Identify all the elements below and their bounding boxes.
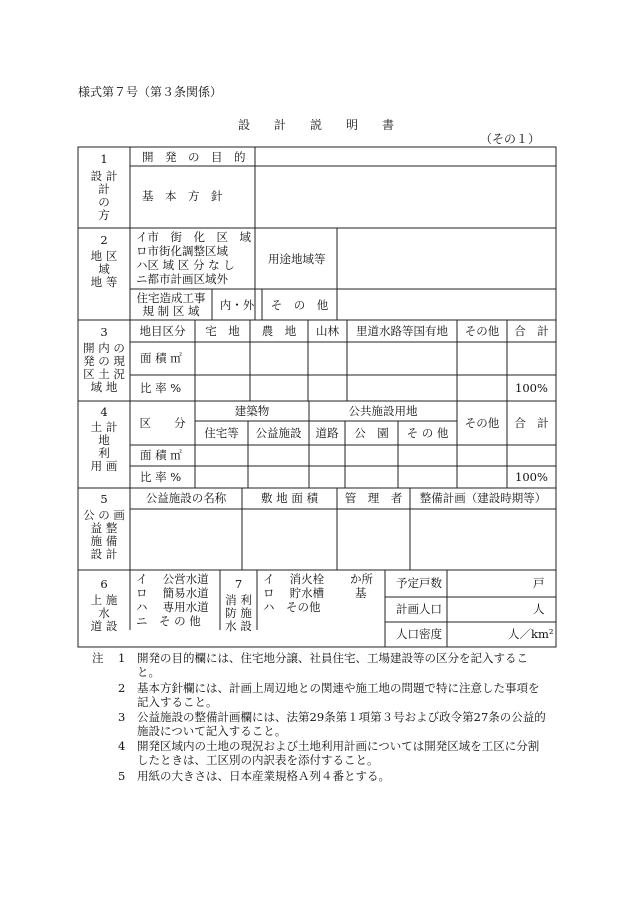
public-benefit-facility-header: 公益施設 — [255, 426, 302, 440]
plan-total-header: 合 計 — [514, 416, 549, 430]
forest-header: 山林 — [316, 324, 339, 338]
section1-label: 設 計 計 の 方 — [90, 169, 118, 222]
plan-other-header: その他 — [464, 416, 500, 430]
water-other[interactable]: ニ そ の 他 — [136, 614, 201, 628]
population-density-label: 人口密度 — [396, 627, 442, 641]
section7-number: 7 — [234, 577, 243, 591]
note-number: 4 — [118, 739, 126, 753]
current-area-label: 面 積 ㎡ — [140, 351, 182, 365]
plan-area-label: 面 積 ㎡ — [140, 448, 182, 462]
zone-outside-city-plan[interactable]: ニ都市計画区域外 — [136, 272, 228, 286]
park-header: 公 園 — [354, 426, 389, 440]
current-total-ratio: 100% — [515, 381, 548, 395]
zone-no-division[interactable]: ハ区 域 区 分 な し — [136, 258, 235, 272]
note-line: 開発区域内の土地の現況および土地利用計画については開発区域を工区に分割 — [137, 739, 540, 753]
section3-number: 3 — [100, 325, 108, 339]
section6-number: 6 — [100, 577, 108, 591]
facility-name-header: 公益施設の名称 — [145, 491, 227, 505]
public-facility-land-header: 公共施設用地 — [348, 404, 418, 418]
plan-total-ratio: 100% — [515, 470, 548, 484]
in-out-selector[interactable]: 内・外 — [219, 298, 255, 312]
population-density-input[interactable] — [448, 623, 506, 646]
section2-number: 2 — [100, 233, 108, 247]
note-number: 2 — [118, 681, 126, 695]
section6-label: 上 施 水 道 設 — [90, 593, 118, 633]
note-line: 施設について記入すること。 — [137, 724, 287, 738]
water-simple[interactable]: ロ 簡易水道 — [136, 586, 209, 600]
purpose-input[interactable] — [256, 148, 555, 165]
zone-urbanization-control[interactable]: ロ市街化調整区域 — [136, 244, 228, 258]
housing-regulation-zone-label: 住宅造成工事 規 制 区 域 — [136, 291, 206, 318]
use-district-label: 用途地域等 — [268, 252, 326, 266]
note-line: 用紙の大きさは、日本産業規格Ａ列４番とする。 — [137, 769, 390, 783]
note-number: 1 — [118, 651, 126, 665]
section4-label: 土 計 地 利 用 画 — [90, 420, 118, 473]
planned-households-input[interactable] — [448, 571, 530, 596]
note-line: 開発の目的欄には、住宅地分譲、社員住宅、工場建設等の区分を記入するこ — [137, 651, 528, 665]
basic-policy-label: 基 本 方 針 — [142, 189, 223, 203]
maintenance-plan-header: 整備計画（建設時期等） — [419, 491, 547, 505]
state-land-header: 里道水路等国有地 — [356, 324, 448, 338]
water-tank-unit: 基 — [355, 586, 367, 600]
basic-policy-input[interactable] — [256, 167, 555, 227]
other-label: そ の 他 — [270, 298, 329, 312]
road-header: 道路 — [315, 426, 339, 440]
document-title: 設 計 説 明 書 — [238, 118, 395, 132]
manager-header: 管 理 者 — [344, 491, 403, 505]
notes-label: 注 — [92, 651, 104, 665]
zone-urbanization[interactable]: イ市 街 化 区 域 — [136, 230, 251, 244]
public-other-header: そ の 他 — [406, 426, 449, 440]
water-public[interactable]: イ 公営水道 — [136, 572, 209, 586]
farmland-header: 農 地 — [261, 324, 297, 338]
planned-population-input[interactable] — [448, 598, 530, 621]
section7-label: 消 利 防 施 水 設 — [225, 593, 252, 633]
note-line: と。 — [137, 665, 160, 679]
note-line: したときは、工区別の内訳表を添付すること。 — [137, 753, 379, 767]
section3-label: 開 内 の 発 の 現 区 土 況 域 地 — [83, 341, 125, 394]
division-header: 区 分 — [139, 416, 186, 430]
hydrant-unit: か所 — [350, 572, 373, 586]
section1-number: 1 — [100, 152, 108, 166]
water-tank-label: ロ 貯水槽 — [263, 586, 325, 600]
current-ratio-label: 比 率 % — [140, 381, 182, 395]
total-header: 合 計 — [514, 324, 549, 338]
residential-header: 宅 地 — [205, 324, 240, 338]
section4-number: 4 — [100, 405, 108, 419]
planned-population-label: 計画人口 — [396, 602, 442, 616]
households-unit: 戸 — [533, 576, 545, 590]
note-line: 公益施設の整備計画欄には、法第29条第１項第３号および政令第27条の公益的 — [137, 710, 546, 724]
section2-label: 地 区 域 地 等 — [90, 249, 118, 289]
site-area-header: 敷 地 面 積 — [261, 491, 318, 505]
housing-header: 住宅等 — [204, 426, 239, 440]
density-unit: 人／km² — [508, 627, 554, 641]
water-private[interactable]: ハ 専用水道 — [136, 600, 209, 614]
hydrant-label: イ 消火栓 — [263, 572, 325, 586]
note-line: 記入すること。 — [137, 695, 218, 709]
land-category-header: 地目区分 — [139, 324, 186, 338]
form-number: 様式第７号（第３条関係） — [78, 85, 223, 99]
other-header: その他 — [464, 324, 500, 338]
fire-other-label: ハ その他 — [263, 600, 321, 614]
page-label: （その１） — [480, 132, 541, 146]
section5-label: 公 の 画 益 整 施 備 設 計 — [83, 508, 125, 561]
other-input[interactable] — [338, 290, 555, 319]
population-unit: 人 — [533, 602, 545, 616]
section5-number: 5 — [100, 492, 108, 506]
note-number: 5 — [118, 769, 126, 783]
note-line: 基本方針欄には、計画上周辺地との関連や施工地の問題で特に注意した事項を — [137, 681, 540, 695]
plan-ratio-label: 比 率 % — [140, 470, 182, 484]
use-district-input[interactable] — [338, 229, 555, 288]
purpose-label: 開 発 の 目 的 — [142, 150, 246, 164]
note-number: 3 — [118, 710, 126, 724]
planned-households-label: 予定戸数 — [396, 576, 442, 590]
building-header: 建築物 — [234, 404, 270, 418]
